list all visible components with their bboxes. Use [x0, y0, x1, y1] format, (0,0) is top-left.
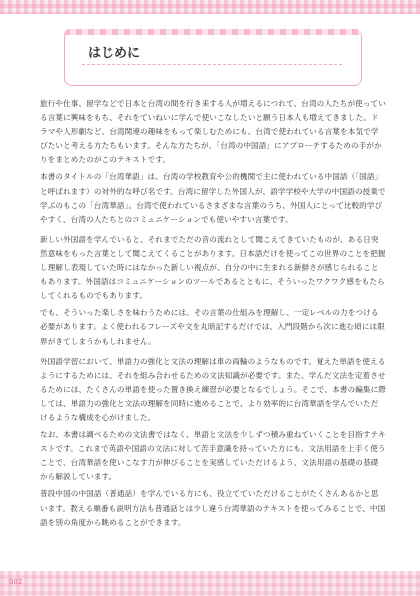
page-number: 002: [9, 578, 23, 586]
paragraph: 普段中国の中国語（普通話）を学んでいる方にも、役立てていただけることがたくさんあるかと思います。教える順番も説明方法も普通話とは少し違う台湾華語のテキストを使ってみることで、中国語を別の角度から眺めることができます。: [40, 489, 386, 527]
paragraph: 本書のタイトルの「台湾華語」は、台湾の学校教育や公的機関で主に使われている中国語（「国語」と呼ばれます）の対外的な呼び名です。台湾に留学した外国人が、語学学校や大学の中国語の授業で学ぶのもこの「台湾華語」。台湾で使われているさまざまな言葉のうち、外国人にとって比較的学びやすく、台湾の人たちとのコミュニケーションでも使いやすい言葉です。: [40, 172, 386, 224]
body-text: [40, 97, 386, 530]
page-title: はじめに: [88, 46, 141, 61]
paragraph: でも、そういった楽しさを味わうためには、その言葉の仕組みを理解し、一定レベルの力をつける必要があります。よく使われるフレーズや文を丸暗記するだけでは、入門段階から次に進む頃には限界がきてしまうかもしれません。: [40, 308, 385, 346]
footer-band: [0, 571, 420, 596]
paragraph: 旅行や仕事、留学などで日本と台湾の間を行き来する人が増えるにつれて、台湾の人たちが使っている言葉に興味をもち、それをていねいに学んで使いこなしたいと願う日本人も増えてきました。ドラマや人形劇など、台湾関連の趣味をもって楽しむためにも、台湾で使われている言葉を本気で学びたいと考える方たちもいます。そんな方たちが、「台湾の中国語」にアプローチするための手がかりをまとめたのがこのテキストです。: [40, 99, 386, 165]
title-divider: [82, 64, 342, 65]
paragraph: 新しい外国語を学んでいると、それまでただの音の流れとして聞こえてきていたものが、ある日突然意味をもった言葉として聞こえてくることがあります。日本語だけを使ってこの世界のことを把握し理解し表現していた時にはなかった新しい視点が、自分の中に生まれる新鮮さが感じられることもあります。外国語はコミュニケーションのツールであるとともに、そういったワクワク感をもたらしてくれるものでもあります。: [40, 234, 386, 301]
top-decorative-band: [0, 0, 420, 14]
title-card-stripe: [64, 29, 362, 35]
paragraph: 外国語学習において、単語力の強化と文法の理解は車の両輪のようなものです。覚えた単語を使えるようにするためには、それを組み合わせるための文法知識が必要です。また、学んだ文法を定着させるためには、たくさんの単語を使った置き換え練習が必要となるでしょう。そこで、本書の編集に際しては、単語力の強化と文法の理解を同時に進めることで、より効率的に台湾華語を学んでいただけるような構成を心がけました。: [40, 356, 386, 422]
paragraph: なお、本書は調べるための文法書ではなく、単語と文法を少しずつ積み重ねていくことを目指すテキストです。これまで英語や国語の文法に対して苦手意識を持っていた方にも、文法用語を上手く使うことで、台湾華語を使いこなす力が伸びることを実感していただけるよう、文法用語の基礎の基礎から解説しています。: [40, 430, 386, 482]
